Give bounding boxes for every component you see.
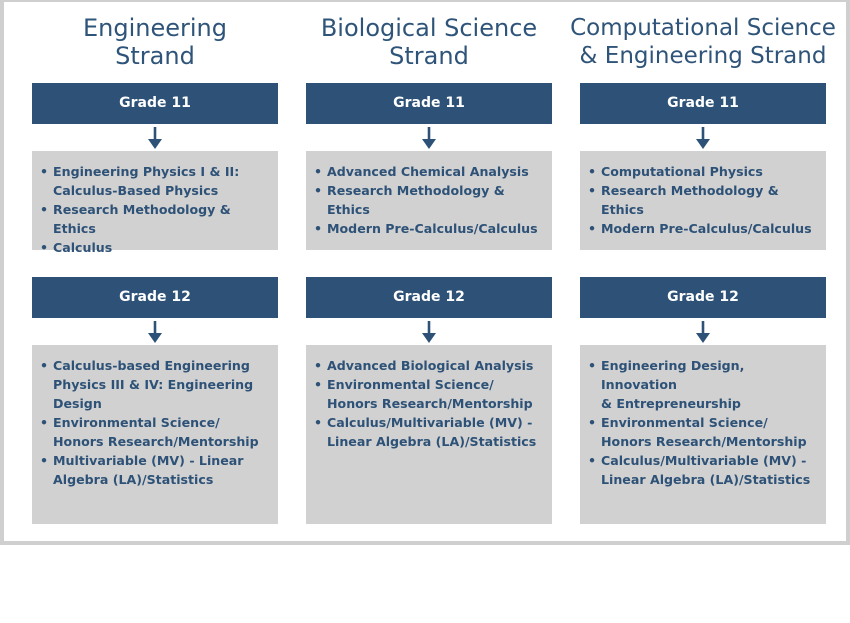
- course-item: • Research Methodology & Ethics: [314, 181, 544, 219]
- grade-12-header: Grade 12: [32, 277, 278, 318]
- course-list: [40, 356, 270, 489]
- course-list: [314, 356, 544, 451]
- grade-12-courses: [32, 345, 278, 524]
- course-item: • Environmental Science/ Honors Research/Mentorship: [314, 375, 544, 413]
- course-list: [588, 356, 818, 489]
- grade-11-header: Grade 11: [306, 83, 552, 124]
- arrow-down-icon: [422, 321, 436, 343]
- grade-11-courses: [306, 151, 552, 250]
- grade-12-header: Grade 12: [306, 277, 552, 318]
- grade-12-header: Grade 12: [580, 277, 826, 318]
- strand-title: Computational Science & Engineering Strand: [570, 15, 836, 69]
- course-item: • Environmental Science/ Honors Research/Mentorship: [588, 413, 818, 451]
- course-item: • Calculus/Multivariable (MV) - Linear Algebra (LA)/Statistics: [314, 413, 544, 451]
- course-list: [314, 162, 544, 238]
- grade-11-header: Grade 11: [32, 83, 278, 124]
- course-item: • Modern Pre-Calculus/Calculus: [588, 219, 818, 238]
- strand-title: Biological Science Strand: [320, 14, 538, 70]
- course-item: • Calculus/Multivariable (MV) - Linear Algebra (LA)/Statistics: [588, 451, 818, 489]
- course-item: • Modern Pre-Calculus/Calculus: [314, 219, 544, 238]
- strand-title: Engineering Strand: [83, 14, 227, 70]
- grade-11-courses: [580, 151, 826, 250]
- course-item: • Research Methodology & Ethics: [40, 200, 270, 238]
- arrow-down-icon: [696, 321, 710, 343]
- course-item: • Calculus-based Engineering Physics III & IV: Engineering Design: [40, 356, 270, 413]
- course-item: • Environmental Science/ Honors Research/Mentorship: [40, 413, 270, 451]
- course-item: • Engineering Physics I & II: Calculus-Based Physics: [40, 162, 270, 200]
- course-item: • Advanced Biological Analysis: [314, 356, 544, 375]
- grade-11-courses: [32, 151, 278, 255]
- course-list: [588, 162, 818, 238]
- grade-11-header: Grade 11: [580, 83, 826, 124]
- course-item: • Multivariable (MV) - Linear Algebra (LA)/Statistics: [40, 451, 270, 489]
- course-item: • Research Methodology & Ethics: [588, 181, 818, 219]
- arrow-down-icon: [148, 127, 162, 149]
- course-list: [40, 162, 270, 257]
- course-item: • Computational Physics: [588, 162, 818, 181]
- course-item: • Advanced Chemical Analysis: [314, 162, 544, 181]
- course-item: • Engineering Design, Innovation & Entrepreneurship: [588, 356, 818, 413]
- arrow-down-icon: [148, 321, 162, 343]
- grade-12-courses: [306, 345, 552, 524]
- course-item: • Calculus: [40, 238, 270, 257]
- grade-12-courses: [580, 345, 826, 524]
- arrow-down-icon: [696, 127, 710, 149]
- arrow-down-icon: [422, 127, 436, 149]
